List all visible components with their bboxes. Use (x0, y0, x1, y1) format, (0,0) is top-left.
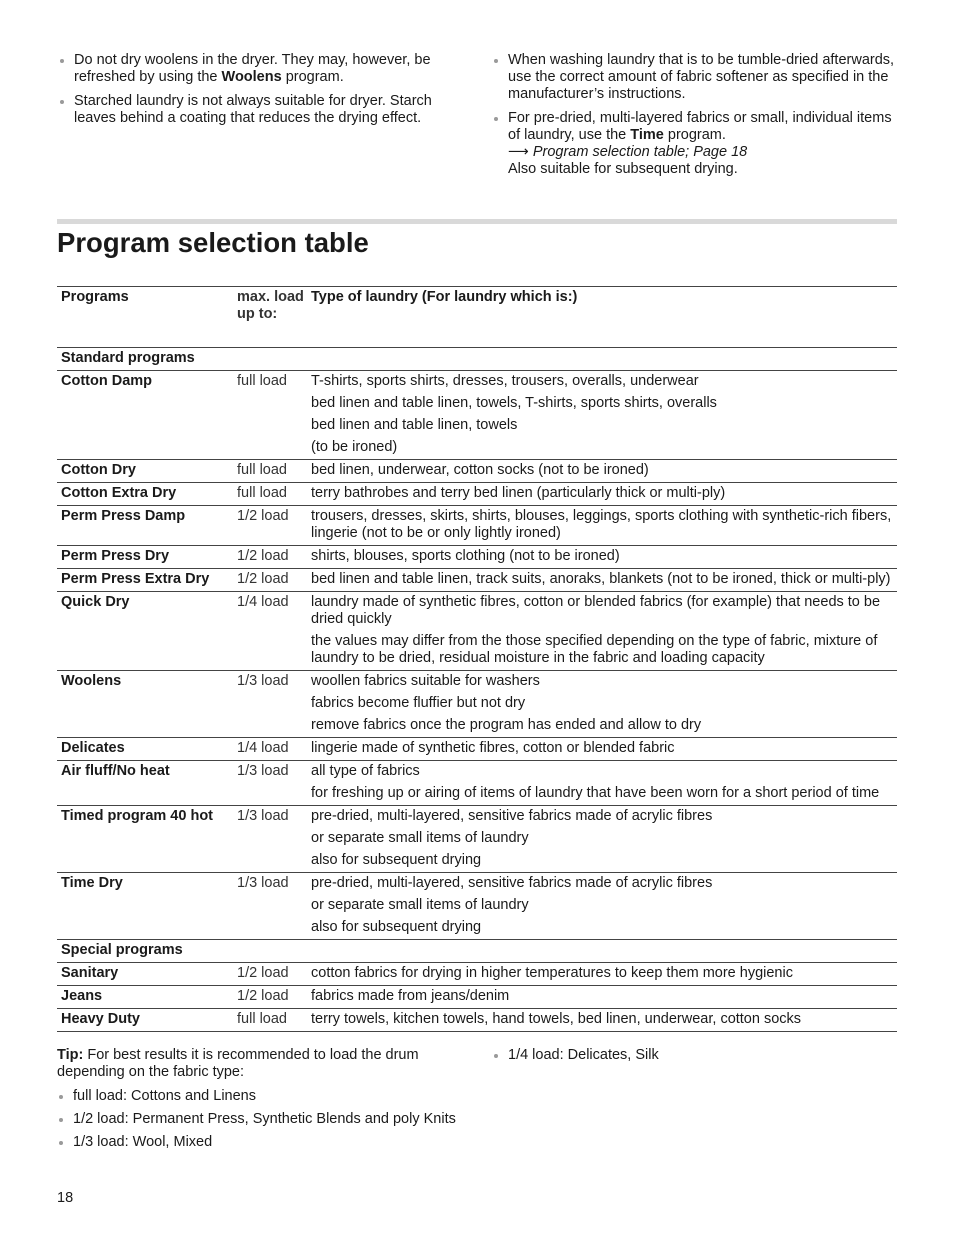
table-row (57, 806, 897, 829)
max-load-empty (237, 415, 311, 437)
page-reference-link[interactable]: ⟶ Program selection table; Page 18 (508, 144, 748, 160)
laundry-type: terry bathrobes and terry bed linen (particularly thick or multi-ply) (311, 485, 726, 501)
max-load: 1/3 load (237, 875, 289, 891)
laundry-type: trousers, dresses, skirts, shirts, blouses, leggings, sports clothing with synthetic-rich fibers, lingerie (not to be or only lightly ironed) (311, 508, 892, 541)
laundry-type: (to be ironed) (311, 439, 398, 455)
table-row (57, 569, 897, 592)
program-name: Sanitary (61, 965, 119, 981)
laundry-type: laundry made of synthetic fibres, cotton or blended fabrics (for example) that needs to be dried quickly (311, 594, 881, 627)
table-row (57, 460, 897, 483)
max-load-empty (237, 850, 311, 873)
table-row (57, 483, 897, 506)
intro-bullet: Starched laundry is not always suitable for dryer. Starch leaves behind a coating that reduces the drying effect. (58, 93, 468, 127)
program-name: Timed program 40 hot (61, 808, 214, 824)
program-name: Jeans (61, 988, 103, 1004)
table-row-continuation (57, 631, 897, 671)
group-heading: Standard programs (61, 350, 195, 366)
table-row-continuation (57, 850, 897, 873)
laundry-type: bed linen and table linen, track suits, anoraks, blankets (not to be ironed, thick or multi-ply) (311, 571, 891, 587)
header-laundry-type: Type of laundry (For laundry which is:) (311, 289, 578, 305)
tip-list-item: full load: Cottons and Linens (57, 1088, 467, 1105)
max-load: 1/2 load (237, 965, 289, 981)
program-name-empty (57, 393, 237, 415)
tip-list-item: 1/4 load: Delicates, Silk (492, 1047, 897, 1064)
laundry-type: pre-dried, multi-layered, sensitive fabrics made of acrylic fibres (311, 808, 713, 824)
program-name: Air fluff/No heat (61, 763, 170, 779)
laundry-type: or separate small items of laundry (311, 830, 529, 846)
laundry-type: or separate small items of laundry (311, 897, 529, 913)
program-name-empty (57, 850, 237, 873)
tip-text: Tip: For best results it is recommended to load the drum depending on the fabric type: (57, 1047, 419, 1080)
table-row (57, 546, 897, 569)
max-load: 1/2 load (237, 571, 289, 587)
table-row-continuation (57, 783, 897, 806)
program-name-empty (57, 828, 237, 850)
tip-right-column (492, 1047, 897, 1064)
table-row (57, 963, 897, 986)
header-max-load: max. load up to: (237, 289, 304, 322)
program-name-empty (57, 631, 237, 671)
table-row (57, 671, 897, 694)
table-row-continuation (57, 715, 897, 738)
max-load: 1/2 load (237, 988, 289, 1004)
max-load: 1/2 load (237, 508, 289, 524)
table-row-continuation (57, 437, 897, 460)
table-row-continuation (57, 415, 897, 437)
laundry-type: all type of fabrics (311, 763, 420, 779)
laundry-type: fabrics become fluffier but not dry (311, 695, 526, 711)
table-row-continuation (57, 693, 897, 715)
max-load: full load (237, 485, 287, 501)
laundry-type: fabrics made from jeans/denim (311, 988, 510, 1004)
table-header-row (57, 287, 897, 348)
laundry-type: bed linen, underwear, cotton socks (not to be ironed) (311, 462, 649, 478)
max-load: 1/3 load (237, 673, 289, 689)
max-load-empty (237, 828, 311, 850)
laundry-type: terry towels, kitchen towels, hand towels, bed linen, underwear, cotton socks (311, 1011, 802, 1027)
program-name: Woolens (61, 673, 122, 689)
table-row (57, 873, 897, 896)
table-row (57, 738, 897, 761)
max-load: full load (237, 462, 287, 478)
laundry-type: bed linen and table linen, towels (311, 417, 518, 433)
program-name: Delicates (61, 740, 125, 756)
intro-left-column (58, 52, 468, 134)
group-heading-row (57, 940, 897, 963)
program-name: Cotton Damp (61, 373, 153, 389)
laundry-type: the values may differ from the those specified depending on the type of fabric, mixture of laundry to be dried, residual moisture in the fabric and loading capacity (311, 633, 878, 666)
program-name-empty (57, 415, 237, 437)
program-name-empty (57, 693, 237, 715)
program-selection-table (57, 286, 897, 1032)
program-name: Perm Press Damp (61, 508, 186, 524)
max-load-empty (237, 631, 311, 671)
intro-bullet: When washing laundry that is to be tumble-dried afterwards, use the correct amount of fabric softener as specified in the manufacturer’s instructions. (492, 52, 897, 103)
laundry-type: remove fabrics once the program has ended and allow to dry (311, 717, 702, 733)
max-load: 1/3 load (237, 808, 289, 824)
program-name-empty (57, 715, 237, 738)
laundry-type: cotton fabrics for drying in higher temperatures to keep them more hygienic (311, 965, 793, 981)
program-name: Time Dry (61, 875, 123, 891)
program-name: Cotton Dry (61, 462, 136, 478)
table-row (57, 371, 897, 394)
max-load: 1/2 load (237, 548, 289, 564)
laundry-type: bed linen and table linen, towels, T-shirts, sports shirts, overalls (311, 395, 717, 411)
max-load: full load (237, 1011, 287, 1027)
program-name: Perm Press Extra Dry (61, 571, 210, 587)
table-row (57, 592, 897, 632)
table-row (57, 1009, 897, 1032)
program-name: Quick Dry (61, 594, 130, 610)
max-load-empty (237, 715, 311, 738)
table-body (57, 348, 897, 1032)
program-name: Cotton Extra Dry (61, 485, 177, 501)
laundry-type: lingerie made of synthetic fibres, cotton or blended fabric (311, 740, 675, 756)
laundry-type: also for subsequent drying (311, 919, 482, 935)
program-name-empty (57, 437, 237, 460)
page-title: Program selection table (57, 227, 369, 258)
program-name: Perm Press Dry (61, 548, 170, 564)
intro-bullet: Do not dry woolens in the dryer. They may, however, be refreshed by using the Woolens program. (58, 52, 468, 86)
page-number: 18 (57, 1190, 74, 1206)
max-load: 1/3 load (237, 763, 289, 779)
laundry-type: woollen fabrics suitable for washers (311, 673, 540, 689)
table-row (57, 986, 897, 1009)
laundry-type: T-shirts, sports shirts, dresses, trousers, overalls, underwear (311, 373, 699, 389)
tip-list-item: 1/3 load: Wool, Mixed (57, 1134, 467, 1151)
table-row-continuation (57, 393, 897, 415)
intro-right-column (492, 52, 897, 185)
table-row (57, 761, 897, 784)
intro-bullet: For pre-dried, multi-layered fabrics or small, individual items of laundry, use the Time program. ⟶ Program selection table; Page 18 Also suitable for subsequent drying. (492, 110, 897, 178)
max-load-empty (237, 917, 311, 940)
max-load-empty (237, 895, 311, 917)
program-name-empty (57, 895, 237, 917)
program-name-empty (57, 783, 237, 806)
header-programs: Programs (61, 289, 129, 305)
max-load: 1/4 load (237, 594, 289, 610)
max-load: full load (237, 373, 287, 389)
group-heading-row (57, 348, 897, 371)
table-row-continuation (57, 895, 897, 917)
max-load: 1/4 load (237, 740, 289, 756)
tip-section (57, 1047, 467, 1157)
laundry-type: for freshing up or airing of items of laundry that have been worn for a short period of time (311, 785, 880, 801)
table-row-continuation (57, 917, 897, 940)
laundry-type: pre-dried, multi-layered, sensitive fabrics made of acrylic fibres (311, 875, 713, 891)
group-heading: Special programs (61, 942, 183, 958)
program-name: Heavy Duty (61, 1011, 140, 1027)
table-row-continuation (57, 828, 897, 850)
laundry-type: also for subsequent drying (311, 852, 482, 868)
max-load-empty (237, 693, 311, 715)
max-load-empty (237, 393, 311, 415)
table-row (57, 506, 897, 546)
tip-list-item: 1/2 load: Permanent Press, Synthetic Blends and poly Knits (57, 1111, 467, 1128)
program-name-empty (57, 917, 237, 940)
max-load-empty (237, 783, 311, 806)
max-load-empty (237, 437, 311, 460)
laundry-type: shirts, blouses, sports clothing (not to be ironed) (311, 548, 620, 564)
